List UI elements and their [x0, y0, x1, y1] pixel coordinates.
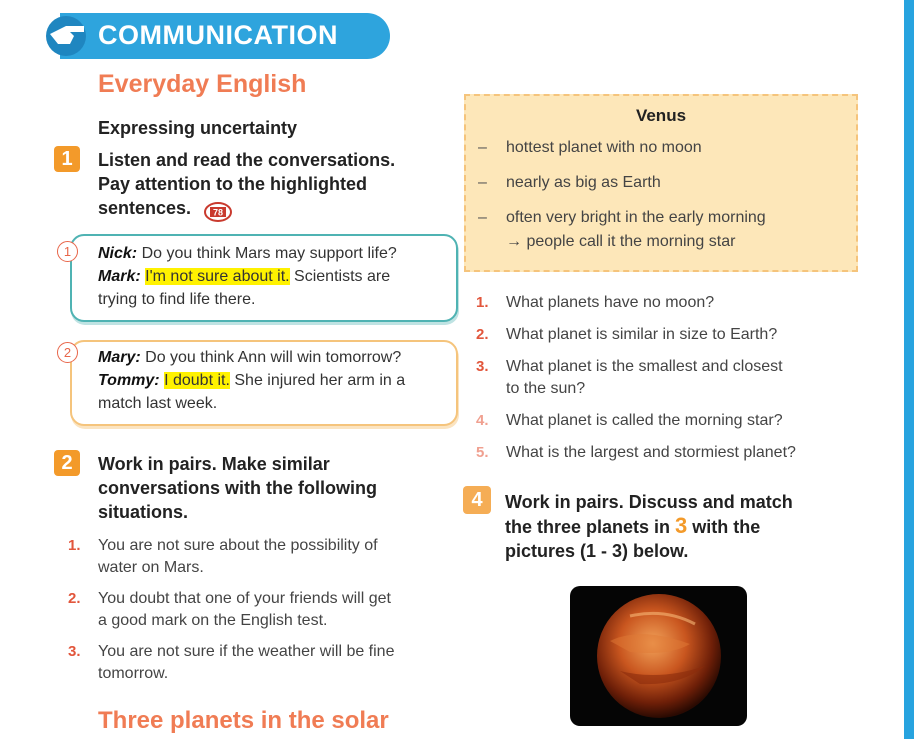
- dialogue-line: trying to find life there.: [98, 291, 256, 308]
- fact-text: often very bright in the early morning: [506, 209, 766, 226]
- dialogue-line: She injured her arm in a: [229, 372, 406, 389]
- speaker-name: Tommy:: [98, 372, 160, 389]
- fact-item: [478, 136, 848, 160]
- fact-continuation: → people call it the morning star: [506, 233, 736, 250]
- question-item: [476, 442, 896, 464]
- speaker-name: Nick:: [98, 245, 138, 262]
- question-text: What planet is the smallest and closest: [506, 358, 783, 375]
- task4-line: Work in pairs. Discuss and match: [505, 492, 793, 512]
- task2-line: Work in pairs. Make similar: [98, 454, 330, 474]
- question-number: 1.: [476, 294, 489, 311]
- planet-picture: [570, 586, 747, 726]
- fact-card-title: Venus: [635, 106, 687, 125]
- question-text: What is the largest and stormiest planet?: [506, 444, 796, 461]
- list-text: a good mark on the English test.: [98, 612, 328, 629]
- list-number: 2.: [68, 590, 81, 607]
- list-number: 1.: [68, 537, 81, 554]
- task-number-badge: 1: [54, 146, 80, 172]
- next-section-title: Three planets in the solar: [98, 707, 389, 734]
- fact-text: hottest planet with no moon: [506, 139, 702, 156]
- fact-item: [478, 171, 848, 195]
- list-text: You are not sure about the possibility of: [98, 537, 378, 554]
- fact-text: nearly as big as Earth: [506, 174, 661, 191]
- task1-line: Listen and read the conversations.: [98, 150, 396, 170]
- speaker-name: Mary:: [98, 349, 141, 366]
- audio-track-icon[interactable]: [203, 200, 233, 222]
- dash-bullet: –: [478, 174, 487, 191]
- task4-instructions: [505, 490, 793, 563]
- task4-line: the three planets in: [505, 517, 676, 537]
- question-text: to the sun?: [506, 380, 586, 397]
- section-title: Everyday English: [98, 70, 307, 98]
- task2-instructions: [98, 452, 377, 524]
- task-number-badge: 2: [54, 450, 80, 476]
- pointing-hand-icon: [44, 14, 90, 58]
- list-text: water on Mars.: [98, 559, 204, 576]
- dialogue-line: match last week.: [98, 395, 218, 412]
- question-text: What planet is similar in size to Earth?: [506, 326, 778, 343]
- task4-line: pictures (1 - 3) below.: [505, 541, 689, 561]
- question-item: [476, 324, 896, 346]
- question-text: What planet is called the morning star?: [506, 412, 783, 429]
- right-edge-bar: [904, 0, 914, 739]
- question-number: 2.: [476, 326, 489, 343]
- venus-fact-card: [464, 94, 858, 272]
- question-number: 4.: [476, 412, 489, 429]
- section-subtitle: Expressing uncertainty: [98, 118, 298, 138]
- dash-bullet: –: [478, 139, 487, 156]
- fact-list: [478, 136, 848, 254]
- list-text: You are not sure if the weather will be fine: [98, 643, 395, 660]
- question-list: [476, 292, 896, 464]
- list-text: tomorrow.: [98, 665, 169, 682]
- planet-illustration: [570, 586, 747, 726]
- situation-list: [68, 535, 458, 685]
- task1-instructions: [98, 148, 395, 220]
- conversation-number: 1: [57, 241, 78, 262]
- list-item: [68, 588, 458, 632]
- highlighted-sentence: I doubt it.: [164, 372, 230, 389]
- dash-bullet: –: [478, 209, 487, 226]
- task2-line: situations.: [98, 502, 189, 522]
- task2-line: conversations with the following: [98, 478, 378, 498]
- highlighted-sentence: I'm not sure about it.: [145, 268, 290, 285]
- question-number: 5.: [476, 444, 489, 461]
- fact-item: [478, 206, 848, 254]
- conversation-text: [98, 242, 397, 311]
- question-item: [476, 356, 896, 400]
- task-number-badge: 4: [463, 486, 491, 514]
- audio-track-number: 78: [212, 207, 224, 218]
- question-item: [476, 292, 896, 314]
- list-item: [68, 641, 458, 685]
- task4-line: with the: [687, 517, 761, 537]
- dialogue-line: Scientists are: [289, 268, 391, 285]
- list-text: You doubt that one of your friends will get: [98, 590, 391, 607]
- list-item: [68, 535, 458, 579]
- conversation-text: [98, 346, 405, 415]
- conversation-number: 2: [57, 342, 78, 363]
- question-number: 3.: [476, 358, 489, 375]
- speaker-name: Mark:: [98, 268, 141, 285]
- section-header-title: COMMUNICATION: [98, 20, 338, 50]
- question-text: What planets have no moon?: [506, 294, 715, 311]
- question-item: [476, 410, 896, 432]
- task-reference-number: 3: [675, 513, 688, 538]
- dialogue-line: Do you think Mars may support life?: [137, 245, 397, 262]
- task1-line: sentences.: [98, 198, 192, 218]
- dialogue-line: Do you think Ann will win tomorrow?: [140, 349, 402, 366]
- task1-line: Pay attention to the highlighted: [98, 174, 367, 194]
- list-number: 3.: [68, 643, 81, 660]
